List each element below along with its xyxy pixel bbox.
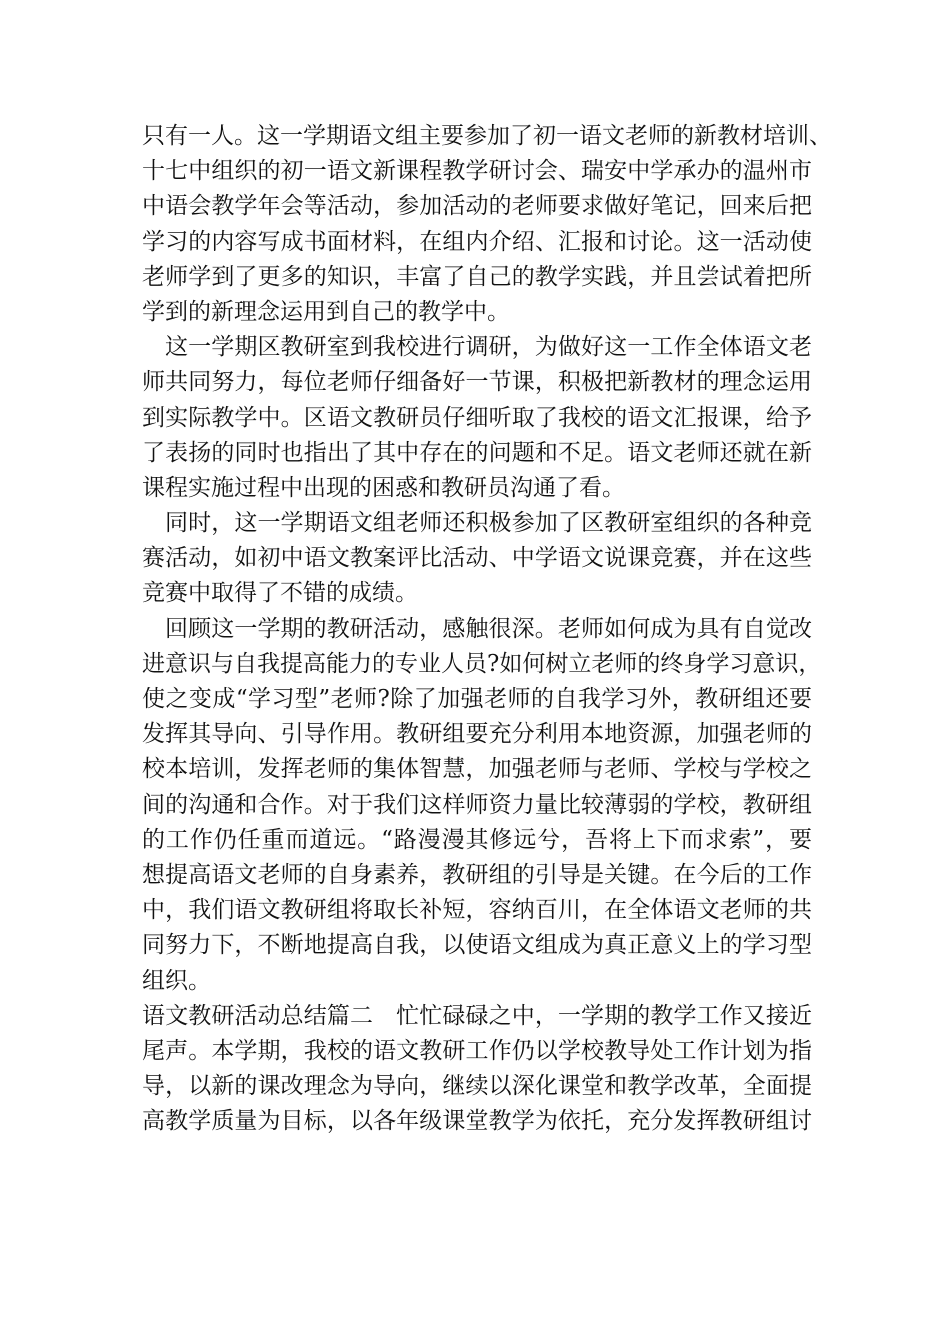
text-line: 学到的新理念运用到自己的教学中。 bbox=[142, 298, 510, 325]
text-line: 了表扬的同时也指出了其中存在的问题和不足。语文老师还就在新 bbox=[142, 439, 812, 466]
text-line: 赛活动，如初中语文教案评比活动、中学语文说课竞赛，并在这些 bbox=[142, 545, 812, 572]
text-line: 同努力下，不断地提高自我，以使语文组成为真正意义上的学习型 bbox=[142, 932, 812, 959]
document-body bbox=[142, 119, 832, 1139]
text-line: 发挥其导向、引导作用。教研组要充分利用本地资源，加强老师的 bbox=[142, 721, 812, 748]
text-line: 使之变成“学习型”老师?除了加强老师的自我学习外，教研组还要 bbox=[142, 686, 812, 712]
text-line: 中语会教学年会等活动，参加活动的老师要求做好笔记，回来后把 bbox=[142, 193, 812, 220]
text-line: 的工作仍任重而道远。“路漫漫其修远兮，吾将上下而求索”，要 bbox=[142, 826, 812, 853]
text-line: 校本培训，发挥老师的集体智慧，加强老师与老师、学校与学校之 bbox=[142, 756, 812, 783]
text-line: 十七中组织的初一语文新课程教学研讨会、瑞安中学承办的温州市 bbox=[142, 158, 812, 185]
text-line: 高教学质量为目标，以各年级课堂教学为依托，充分发挥教研组讨 bbox=[142, 1108, 812, 1135]
text-line: 课程实施过程中出现的困惑和教研员沟通了看。 bbox=[142, 474, 625, 501]
text-line: 尾声。本学期，我校的语文教研工作仍以学校教导处工作计划为指 bbox=[142, 1037, 812, 1064]
text-line: 到实际教学中。区语文教研员仔细听取了我校的语文汇报课，给予 bbox=[142, 404, 812, 431]
text-line: 同时，这一学期语文组老师还积极参加了区教研室组织的各种竞 bbox=[165, 510, 812, 537]
text-line: 师共同努力，每位老师仔细备好一节课，积极把新教材的理念运用 bbox=[142, 369, 812, 396]
text-line: 竞赛中取得了不错的成绩。 bbox=[142, 580, 418, 607]
text-line: 中，我们语文教研组将取长补短，容纳百川，在全体语文老师的共 bbox=[142, 897, 812, 924]
text-line: 组织。 bbox=[142, 967, 211, 994]
text-line: 这一学期区教研室到我校进行调研，为做好这一工作全体语文老 bbox=[165, 334, 812, 361]
text-line: 老师学到了更多的知识，丰富了自己的教学实践，并且尝试着把所 bbox=[142, 263, 812, 290]
text-line: 回顾这一学期的教研活动，感触很深。老师如何成为具有自觉改 bbox=[165, 615, 812, 642]
text-line: 想提高语文老师的自身素养，教研组的引导是关键。在今后的工作 bbox=[142, 861, 812, 888]
text-line: 学习的内容写成书面材料，在组内介绍、汇报和讨论。这一活动使 bbox=[142, 228, 812, 255]
text-line: 只有一人。这一学期语文组主要参加了初一语文老师的新教材培训、 bbox=[142, 123, 832, 149]
text-line: 进意识与自我提高能力的专业人员?如何树立老师的终身学习意识， bbox=[142, 650, 822, 677]
text-line: 语文教研活动总结篇二 忙忙碌碌之中，一学期的教学工作又接近 bbox=[142, 1002, 812, 1029]
text-line: 间的沟通和合作。对于我们这样师资力量比较薄弱的学校，教研组 bbox=[142, 791, 812, 818]
text-line: 导，以新的课改理念为导向，继续以深化课堂和教学改革，全面提 bbox=[142, 1073, 812, 1100]
